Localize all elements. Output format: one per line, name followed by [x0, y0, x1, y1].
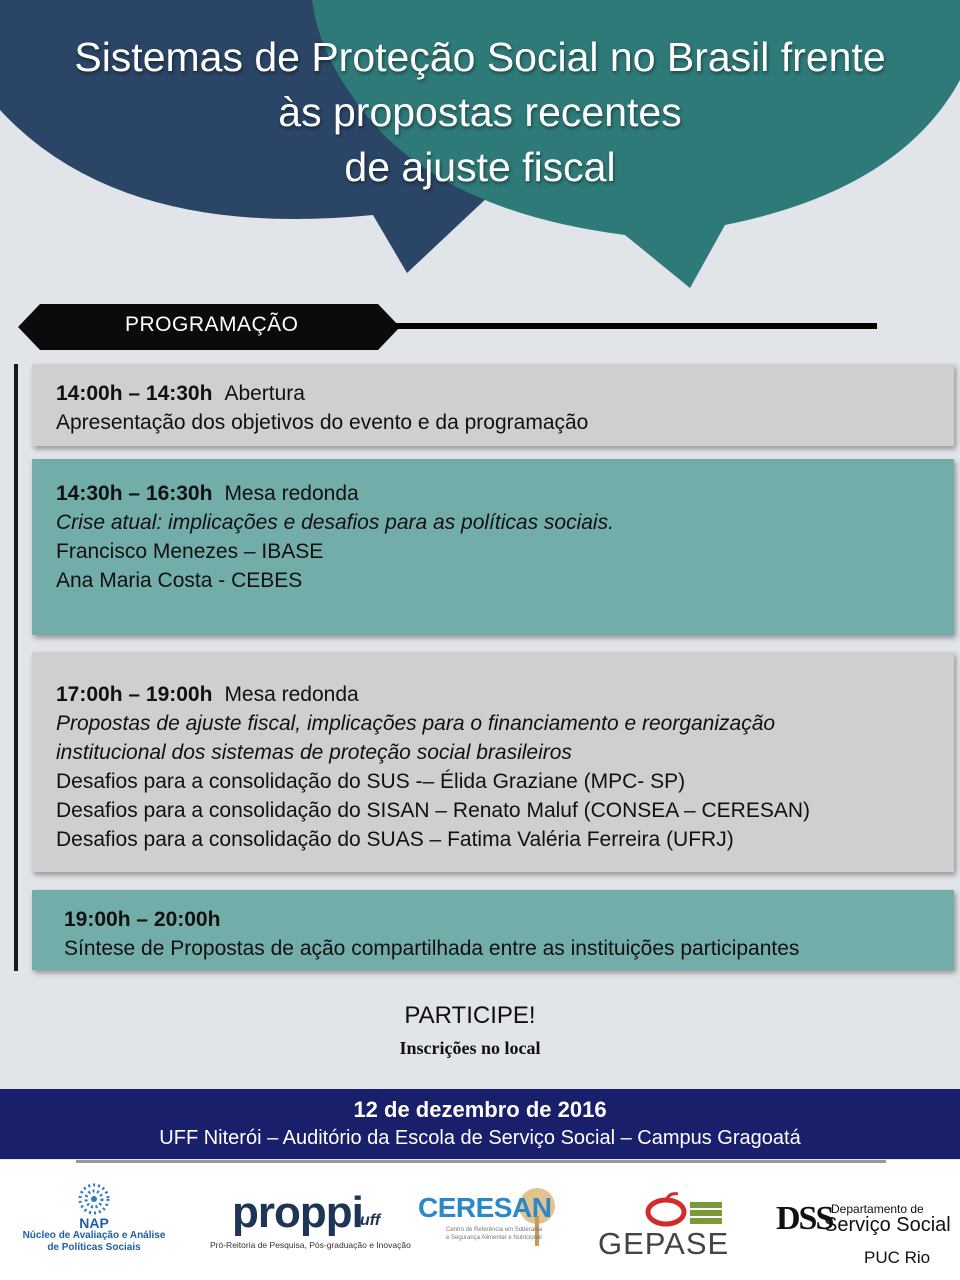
ceresan-sub2: e Segurança Alimentar e Nutricional [446, 1235, 542, 1241]
schedule-time: 19:00h – 20:00h [64, 908, 221, 931]
nap-line1: Núcleo de Avaliação e Análise [22, 1230, 166, 1241]
schedule-line: Desafios para a consolidação do SUS -– Élida Graziane (MPC- SP) [56, 770, 686, 793]
puc-rio-label: PUC Rio [864, 1248, 931, 1267]
participe-heading: PARTICIPE! [404, 1002, 536, 1029]
schedule-item-1 [32, 364, 954, 446]
title-line-1: Sistemas de Proteção Social no Brasil frente [74, 34, 886, 80]
inscricoes-note: Inscrições no local [399, 1038, 541, 1058]
gepase-logo [598, 1190, 738, 1260]
schedule-type: Mesa redonda [224, 482, 359, 505]
programacao-label: PROGRAMAÇÃO [125, 313, 299, 336]
dss-line2: Serviço Social [824, 1214, 951, 1236]
event-location: UFF Niterói – Auditório da Escola de Serviço Social – Campus Gragoatá [159, 1127, 801, 1149]
proppi-name: proppi [232, 1188, 363, 1237]
nap-logo [20, 1182, 168, 1254]
proppi-uff: uff [360, 1212, 381, 1229]
schedule-line: Desafios para a consolidação do SISAN – Renato Maluf (CONSEA – CERESAN) [56, 799, 811, 822]
gepase-name: GEPASE [598, 1226, 730, 1261]
ceresan-sub1: Centro de Referência em Soberania [446, 1227, 543, 1233]
schedule-time: 17:00h – 19:00h [56, 683, 213, 706]
date-location-bar [0, 1089, 960, 1159]
event-title [0, 30, 960, 195]
ceresan-subtitle [446, 1226, 542, 1242]
programacao-divider [395, 323, 877, 329]
nap-line2: de Políticas Sociais [47, 1242, 141, 1253]
nap-dots-icon [74, 1182, 114, 1216]
schedule-item-4 [32, 890, 954, 970]
schedule-line: Crise atual: implicações e desafios para as políticas sociais. [56, 511, 614, 534]
schedule-line: Desafios para a consolidação do SUAS – Fatima Valéria Ferreira (UFRJ) [56, 828, 734, 851]
title-line-2: às propostas recentes [278, 89, 682, 135]
event-date: 12 de dezembro de 2016 [353, 1097, 607, 1122]
schedule-line: institucional dos sistemas de proteção social brasileiros [56, 741, 572, 764]
schedule-time: 14:30h – 16:30h [56, 482, 213, 505]
schedule-item-2 [32, 459, 954, 635]
title-line-3: de ajuste fiscal [344, 144, 616, 190]
gepase-apple-book-icon [598, 1190, 738, 1228]
dss-line1: Departamento de [831, 1202, 924, 1216]
schedule-time: 14:00h – 14:30h [56, 382, 213, 405]
schedule-type: Abertura [224, 382, 305, 405]
sponsor-logos-strip [0, 1160, 960, 1280]
ceresan-logo [418, 1186, 568, 1252]
schedule-type: Mesa redonda [224, 683, 359, 706]
proppi-logo [210, 1188, 411, 1250]
schedule-line: Propostas de ajuste fiscal, implicações para o financiamento e reorganização [56, 712, 776, 735]
schedule-line: Síntese de Propostas de ação compartilhada entre as instituições participantes [64, 937, 800, 960]
schedule-line: Apresentação dos objetivos do evento e da programação [56, 411, 589, 434]
schedule-line: Ana Maria Costa - CEBES [56, 569, 303, 592]
date-bar-underline [76, 1160, 886, 1163]
proppi-subtitle: Pró-Reitoria de Pesquisa, Pós-graduação e Inovação [210, 1240, 411, 1250]
nap-name: NAP [79, 1215, 109, 1231]
schedule-line: Francisco Menezes – IBASE [56, 540, 324, 563]
dss-mark: DSS [776, 1200, 833, 1237]
schedule-timeline-line [14, 364, 18, 971]
ceresan-name: CERESAN [418, 1192, 552, 1223]
schedule-item-3 [32, 652, 954, 872]
